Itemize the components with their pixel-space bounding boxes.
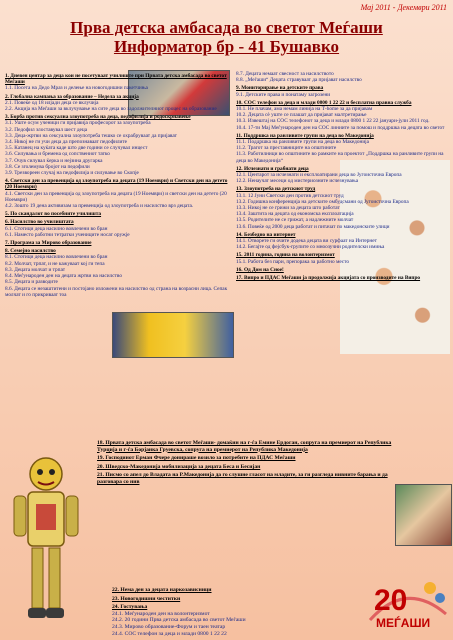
section-item: 3.2. Педофил злоставувал шест деца xyxy=(5,126,88,133)
section-item: 1.1. Посета на Дедо Мраз и делење на новогодишни пакетчиња xyxy=(5,85,148,92)
section-heading: 11. Поддршка на ранливите групи на деца во Македонија xyxy=(236,132,374,139)
event-photo xyxy=(395,484,452,546)
section-item: 15.1. Работа без пари, препорака за работно место xyxy=(236,258,350,265)
section-heading: 24. Гостувања xyxy=(112,604,148,611)
section-item: 3.6. Силувања и бремена од сопствениот татко xyxy=(5,151,110,158)
section-heading: 17. Випро и ПДАС Меѓаши ја продолжија акцијата со производите на Випро xyxy=(236,275,421,282)
section-item: 24.2. 20 години Прва детска амбасада во светот Меѓаши xyxy=(112,617,246,624)
section-heading: 2. Глобална кампања за образование – Недела за акција xyxy=(5,93,139,100)
section-item: 13.3. Никој не се грижи за децата што работат xyxy=(236,205,340,212)
section-item: 8.1. Стотици деца насилно вовлечени во бран xyxy=(5,254,108,261)
section-item: 6.1. Наместо работни тетратки учениците носат оружје xyxy=(5,231,130,238)
section-item: 24.1. Меѓународен ден на волонтеризмот xyxy=(112,610,210,617)
section-heading: 4. Светски ден за превенција од злоупотреба на децата (19 Ноември) и Светски ден на детето (20 Ноември) xyxy=(5,178,228,191)
section-item: 3.7. Очув силувал ќерка и нејзина другарка xyxy=(5,157,103,164)
section-item: 11.1. Поддршка на ранливите групи на деца во Македонија xyxy=(236,139,369,146)
section-heading: 13. Злоупотреба на детскиот труд xyxy=(236,186,316,193)
section-heading: 12. Исчезнати и грабнати деца xyxy=(236,165,309,172)
section-heading: 7. Програма за Мирово образование xyxy=(5,240,92,247)
section-heading: 16. Од Дом на Сное! xyxy=(236,266,284,273)
issue-date: Мај 2011 - Декември 2011 xyxy=(360,3,447,12)
section-item: 24.4. СОС телефон за деца и млади 0800 1 22 22 xyxy=(112,630,227,637)
section-heading: 10. СОС телефон за деца и млади 0800 1 22 22 и бесплатна правна служба xyxy=(236,99,412,106)
section-item: 13.1. 12 Јуни Светски ден против детскиот труд xyxy=(236,192,344,199)
section-heading: 9. Мониторирање на детските права xyxy=(236,85,324,92)
section-heading: 6. Насилство во училиштата xyxy=(5,219,74,226)
section-item: 24.3. Мирово образование-Форум и таен театар xyxy=(112,623,226,630)
section-item: 3.1. Уште осум ученици ги пријавија професорот за злоупотреба xyxy=(5,120,151,127)
section-item: 12.1. Центарот за исчезнати и експлоатирани деца во Југоисточна Европа xyxy=(236,172,402,179)
section-item: 8.7. Децата немаат свесност за насилството xyxy=(236,71,334,77)
section-item: 14.1. Отворете ги очите додека децата ви сурфаат на Интернет xyxy=(236,238,377,245)
section-item: 11.2. Трагот за преставниците на општините xyxy=(236,145,337,152)
group-photo xyxy=(112,312,234,358)
section-item: 13.6. Повеќе од 2000 деца работат и питачат по македонските улици xyxy=(236,223,390,230)
section-item: 6.1. Стотици деца насилно вовлечени во бран xyxy=(5,225,108,232)
section-item: 8.8. „Меѓаши“ Децата стравуваат да пријават насилство xyxy=(236,77,362,84)
logo-name: МЕЃАШИ xyxy=(376,616,431,630)
section-item: 10.1. Не плачам, ама немам линија на Т-home за да пријавам xyxy=(236,106,373,113)
section-item: 3.5. Катанец на куќата каде што две години се случувал инцест xyxy=(5,145,148,152)
page-title: Прва детска амбасада во светот Меѓаши xyxy=(70,18,383,37)
section-item: 13.5. Родителите не се грижат, а надлежните молчат xyxy=(236,217,354,224)
section-item: 2.2. Акција на Меѓаши за вклучување на сите деца во задолжителниот процес на образование xyxy=(5,106,217,113)
section-item: 8.2. Молчат, трпат, и не кажуваат кој ги тепа xyxy=(5,260,105,267)
section-item: 8.5. Децата и разводите xyxy=(5,279,58,286)
section-item: 14.2. Бегајте од фејсбук-групите со мноозучни родителски имиња xyxy=(236,244,385,251)
page-subtitle: Информатор бр - 41 Бушавко xyxy=(113,37,340,56)
section-heading: 5. По скандалот во посебните училишта xyxy=(5,211,102,218)
section-heading: 15. 2011 година, година на волонтеризмот xyxy=(236,252,335,259)
section-heading: 18. Првата детска амбасада во светот Меѓаши- домаќин на г-ѓа Емине Ердоган, сопруга на премиерот на Република Турција и г-ѓа Борјанка Груевска, сопруга на премиерот на Република Македонија xyxy=(97,440,392,453)
section-item: 9.1. Детските права и понатаму загрозени xyxy=(236,91,331,98)
section-item: 3.3. Деца-жртви на сексуална злоупотреба тешко се охрабруваат да пријават xyxy=(5,132,177,139)
robot-mascot-illustration xyxy=(6,452,86,632)
right-column xyxy=(236,71,450,281)
section-item: 3.8. Се зголемува бројот на педофили xyxy=(5,163,90,170)
section-heading: 23. Новогодишни честитки xyxy=(112,595,181,602)
section-item: 2.1. Повеќе од 18 илјади деца се вклучија xyxy=(5,99,99,106)
section-item: 10.4. 17-ти Мај Меѓународен ден на СОС линиите за помош и поддршка на децата во светот xyxy=(236,124,445,131)
section-item: 13.2. Годишна конференција на детските омбудсмани од Југоисточна Европа xyxy=(236,198,409,205)
section-item: 10.2. Децата сè уште се плашат да пријават малтретирање xyxy=(236,112,367,119)
section-heading: 1. Дневен центар за деца кои не посетуваат училиште при Првата детска амбасада во светот Меѓаши xyxy=(5,73,227,86)
section-item: 4.2. Зошто 19 дена активизам за превенција од злоупотреба и насилство врз децата. xyxy=(5,203,194,210)
section-item: 12.2. Ненаучат месеци од мистериозните исчезнувања xyxy=(236,178,359,185)
section-item: 11.3. Работилници во општините во рамките на проектот „Поддршка на ранливите групи на деца во Македонија“ xyxy=(236,151,444,164)
section-heading: 14. Безбедно на интернет xyxy=(236,231,296,238)
section-item: 13.4. Заштита на децата од економска експлоатација xyxy=(236,211,354,218)
section-heading: 3. Борба против сексуална злоупотреба на деца, педофилија и родоскрнавење xyxy=(5,114,191,121)
section-item: 3.9. Трезвореен случај на педофилија и силување во Скопје xyxy=(5,170,139,177)
section-heading: 8. Семејно насилство xyxy=(5,248,56,255)
section-heading: 21. Писмо со апел до Владата на Р.Македонија да го слушне гласот на младите, за ги разгледа нивните барања и да разговара со нив xyxy=(97,472,388,485)
section-heading: 20. Шведско-Македонија мобилизација за децата Беса и Бесијан xyxy=(97,463,261,470)
section-heading: 22. Нема ден за децата наркозависници xyxy=(112,587,212,593)
section-item: 10.3. Извештај на СОС телефонот за деца и млади 0800 1 22 22 јануари-јули 2011 год. xyxy=(236,118,430,125)
section-item: 8.4. Меѓународен ден на децата жртви на насилство xyxy=(5,273,122,280)
section-item: 4.1. Светски ден за превенција од злоупотреба на децата (19 Ноември) и светски ден на детето (20 Ноември) xyxy=(5,190,227,203)
bottom-list xyxy=(112,585,322,637)
logo-number: 20 xyxy=(374,584,408,617)
bottom-section xyxy=(97,438,397,486)
section-item: 3.4. Никој не ги учи деца да препознаваат педофилите xyxy=(5,139,128,146)
section-item: 8.3. Децата молчат и трпат xyxy=(5,266,66,273)
section-heading: 19. Господинот Ерман Фчере донираше возило за потребите на ПДАС Меѓаши xyxy=(97,455,296,462)
left-column xyxy=(5,71,230,298)
section-item: 8.6. Децата се незаштитени и постојано изложени на насилство од страна на возрасни лица. Сепак молчат и го прикриваат тоа xyxy=(5,285,228,298)
